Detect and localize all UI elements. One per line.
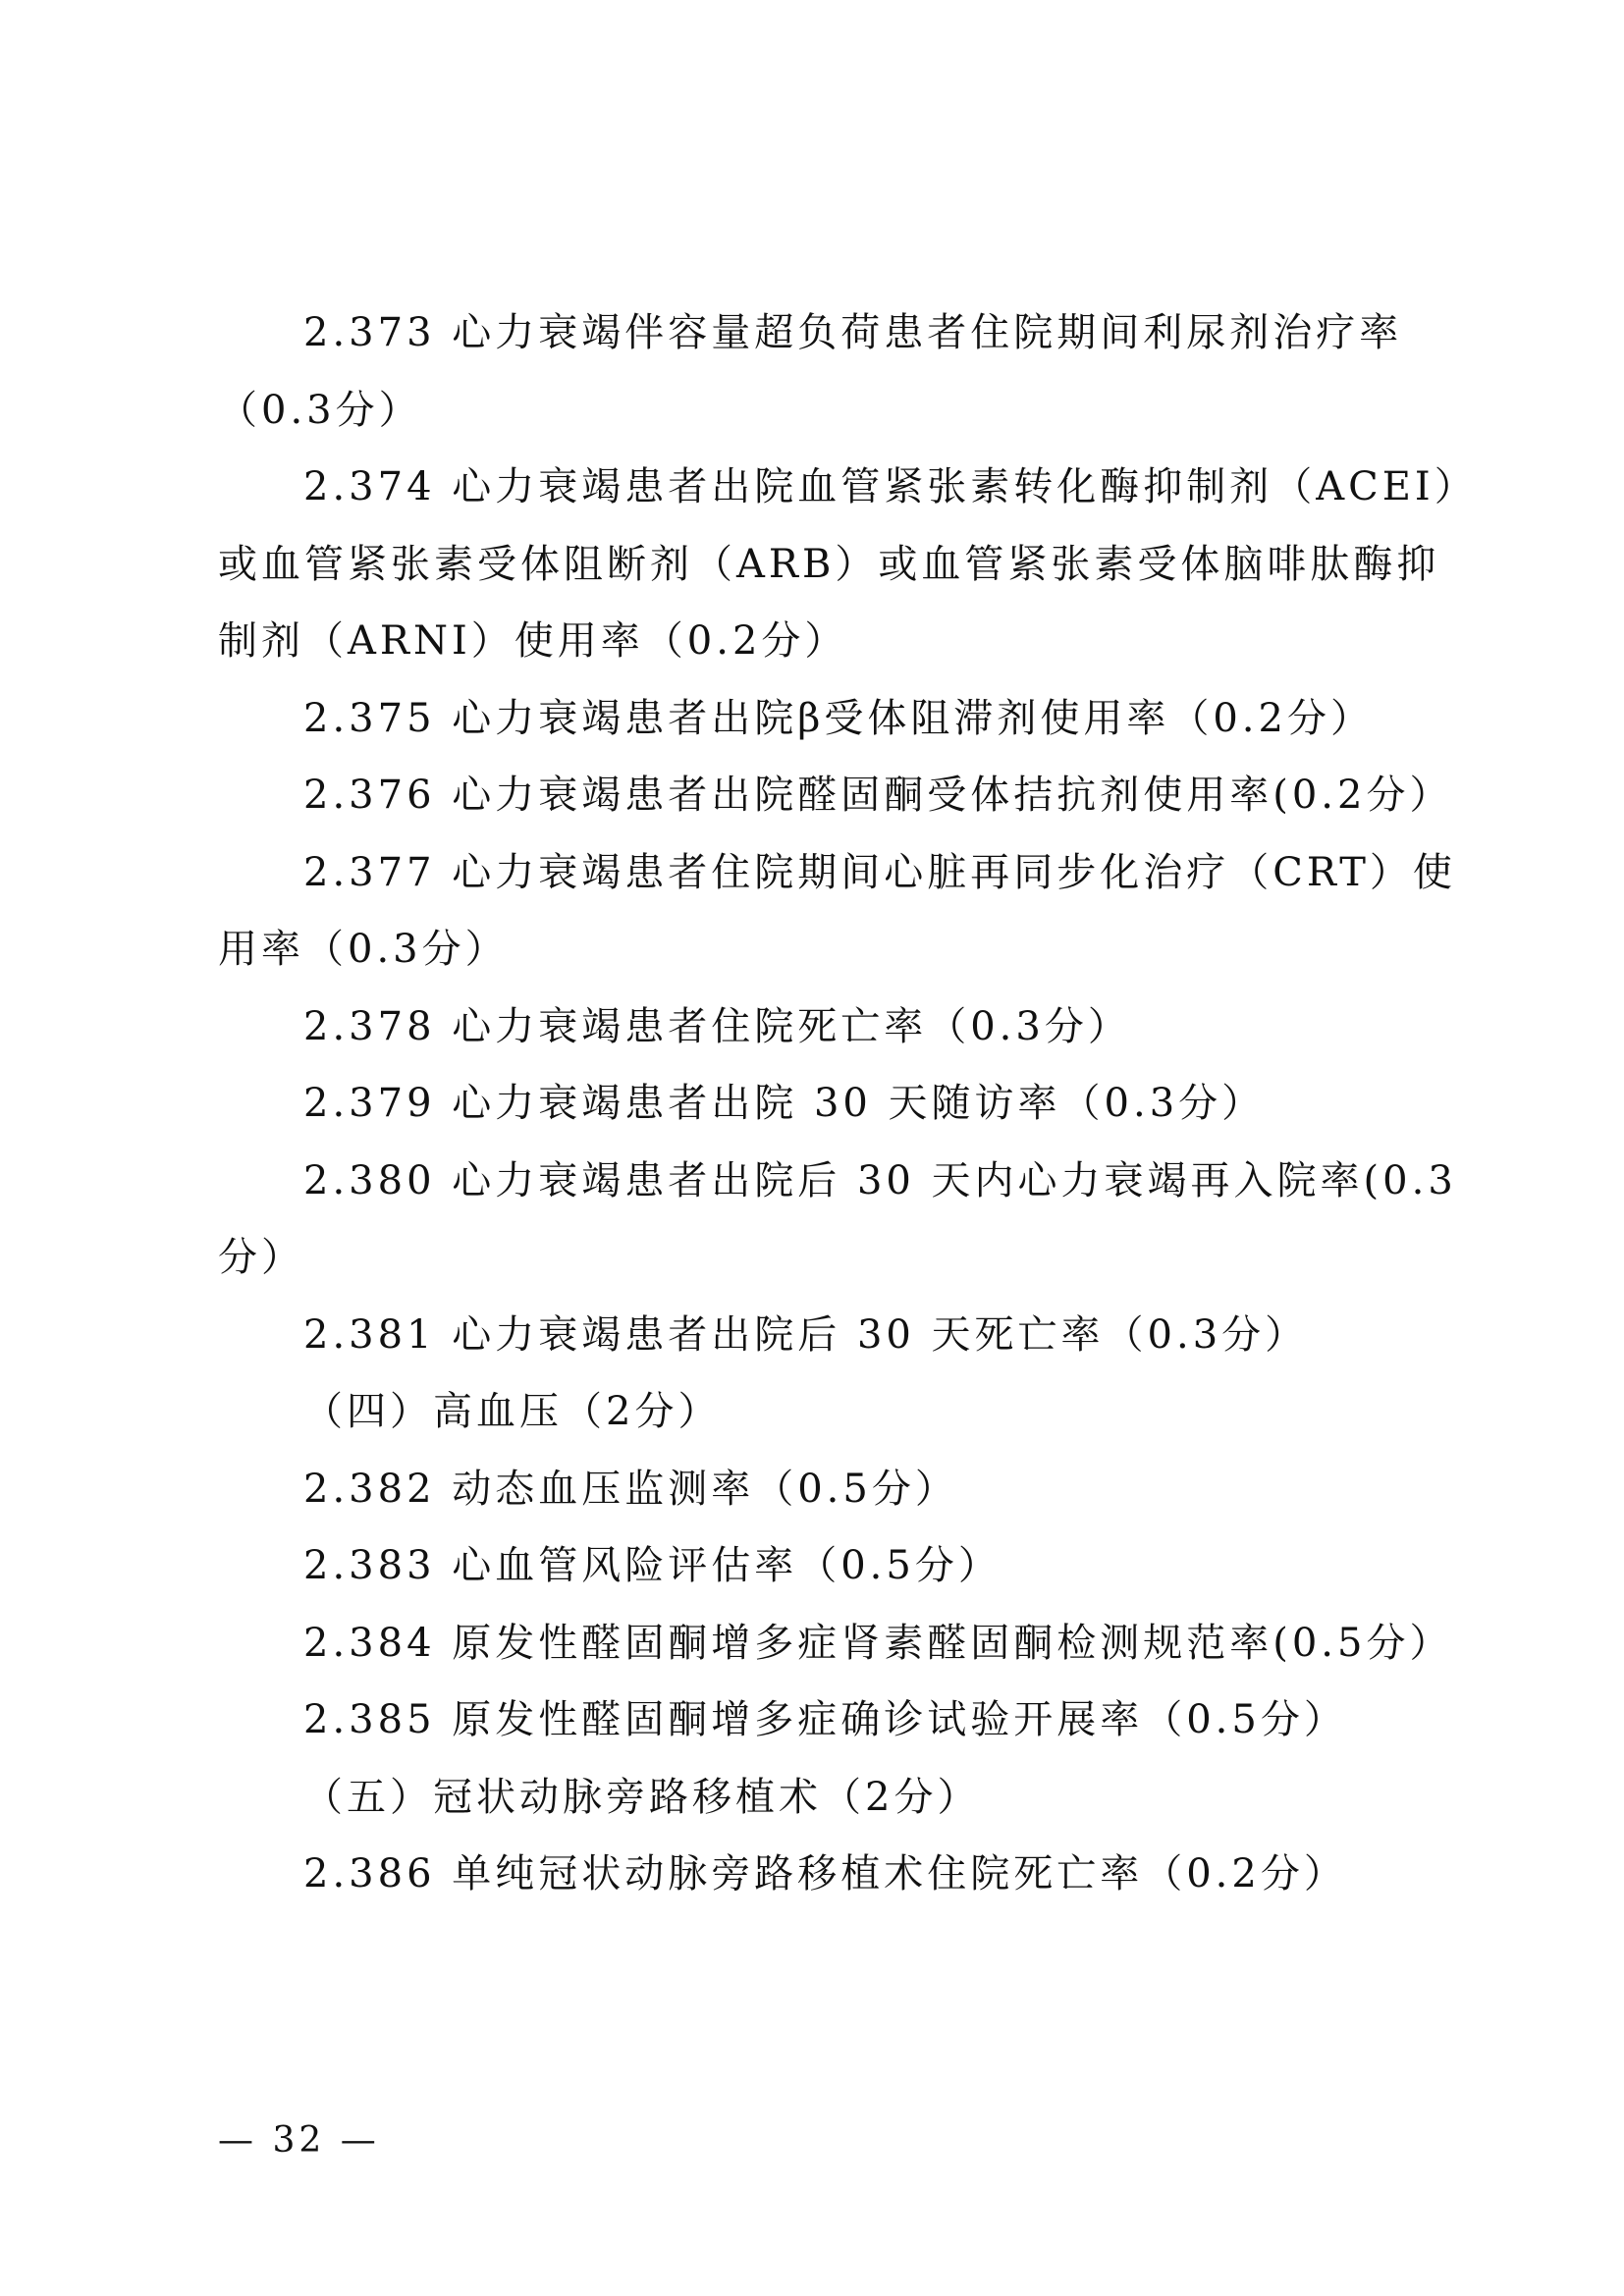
text-line: 2.373 心力衰竭伴容量超负荷患者住院期间利尿剂治疗率 [303,310,1403,355]
text-line: 2.385 原发性醛固酮增多症确诊试验开展率（0.5分） [303,1697,1347,1742]
text-line: 2.375 心力衰竭患者出院β受体阻滞剂使用率（0.2分） [303,695,1374,741]
page-number: — 32 — [218,2120,380,2161]
text-line: （四）高血压（2分） [303,1389,722,1434]
text-line: 制剂（ARNI）使用率（0.2分） [218,618,848,664]
text-line: 2.374 心力衰竭患者出院血管紧张素转化酶抑制剂（ACEI） [303,464,1478,509]
text-line: 或血管紧张素受体阻断剂（ARB）或血管紧张素受体脑啡肽酶抑 [218,541,1440,587]
text-line: 2.386 单纯冠状动脉旁路移植术住院死亡率（0.2分） [303,1851,1347,1896]
text-line: 2.381 心力衰竭患者出院后 30 天死亡率（0.3分） [303,1311,1309,1358]
text-line: 2.376 心力衰竭患者出院醛固酮受体拮抗剂使用率(0.2分） [303,773,1453,818]
text-line: （五）冠状动脉旁路移植术（2分） [303,1774,981,1820]
text-line: 2.384 原发性醛固酮增多症肾素醛固酮检测规范率(0.5分） [303,1620,1453,1666]
text-line: 2.383 心血管风险评估率（0.5分） [303,1543,1001,1588]
document-body [218,294,1478,1913]
text-line: 2.380 心力衰竭患者出院后 30 天内心力衰竭再入院率(0.3 [303,1157,1457,1203]
text-line: 分） [218,1235,304,1280]
text-line: 2.379 心力衰竭患者出院 30 天随访率（0.3分） [303,1081,1266,1126]
text-line: 2.377 心力衰竭患者住院期间心脏再同步化治疗（CRT）使 [303,849,1456,895]
text-line: 2.382 动态血压监测率（0.5分） [303,1466,958,1512]
text-line: 2.378 心力衰竭患者住院死亡率（0.3分） [303,1003,1131,1049]
text-line: 用率（0.3分） [218,927,509,972]
text-line: （0.3分） [218,387,422,433]
